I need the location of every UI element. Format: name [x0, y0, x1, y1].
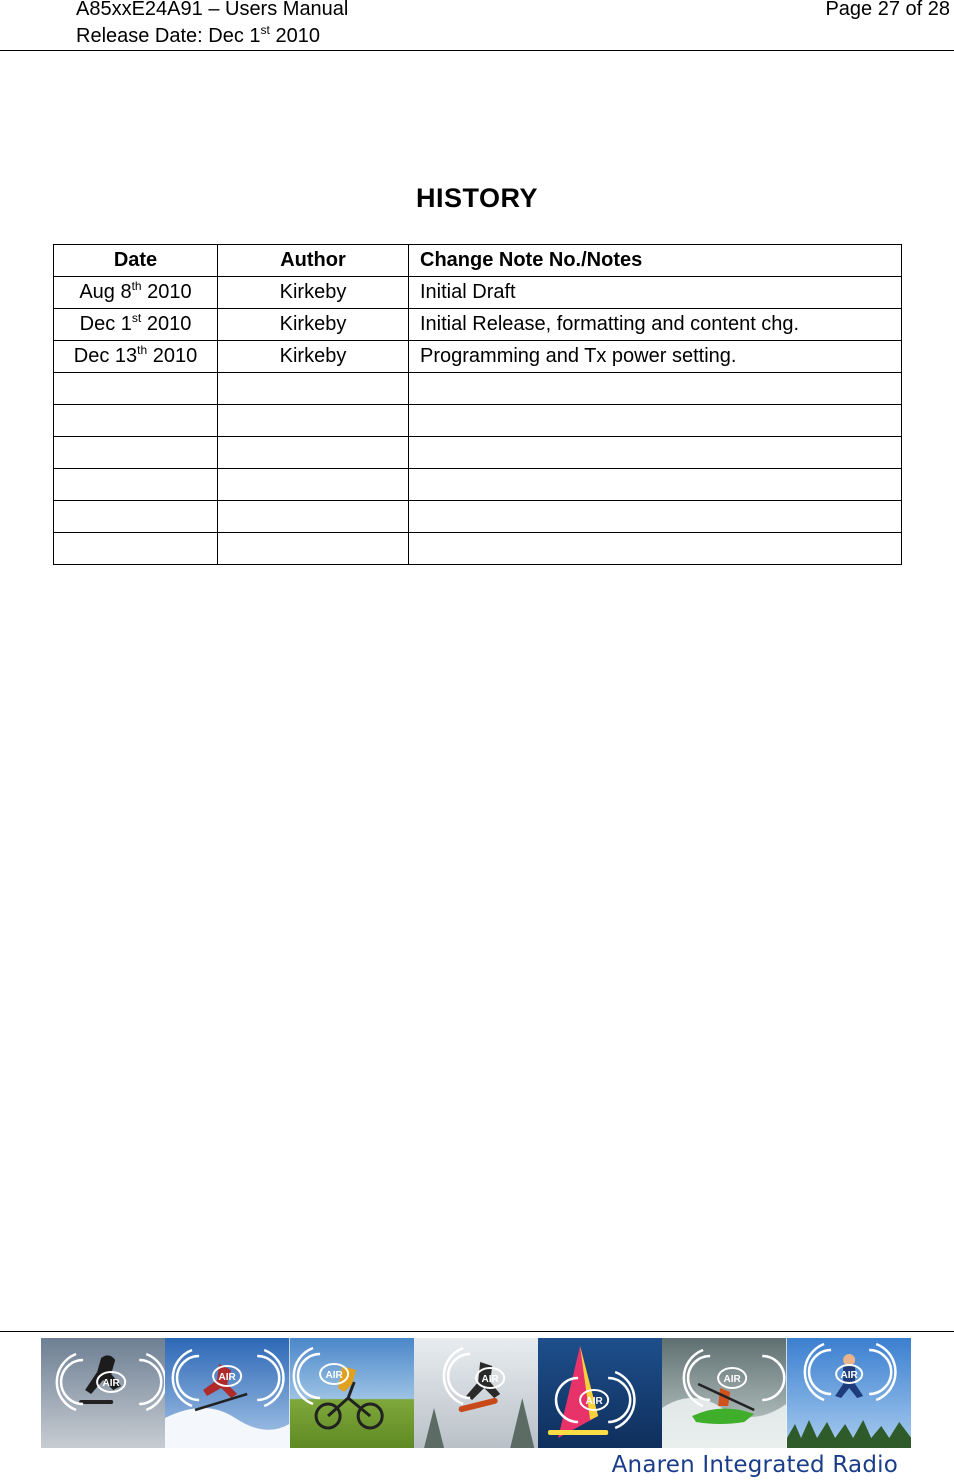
- table-header-row: [54, 245, 902, 277]
- cell-notes: Programming and Tx power setting.: [409, 341, 902, 373]
- cyclist-image: [290, 1338, 414, 1448]
- banner-panel-skier: [165, 1338, 289, 1448]
- release-date-ordinal: st: [260, 23, 270, 37]
- cell-author: Kirkeby: [218, 277, 409, 309]
- table-row: [54, 341, 902, 373]
- air-badge: AIR: [325, 1370, 343, 1381]
- brand-wordmark: Anaren Integrated Radio: [611, 1452, 898, 1478]
- table-row: [54, 277, 902, 309]
- header-divider: [0, 50, 954, 51]
- banner-panel-snowboarder: [414, 1338, 538, 1448]
- air-badge: AIR: [723, 1374, 742, 1385]
- header-date: Date: [54, 245, 218, 277]
- air-badge: AIR: [585, 1396, 603, 1407]
- history-table: [53, 244, 902, 565]
- cell-date: Dec 13th 2010: [54, 341, 218, 373]
- release-date: [76, 23, 348, 50]
- table-row-empty: [54, 469, 902, 501]
- banner-panel-cyclist: [290, 1338, 414, 1448]
- header-notes: Change Note No./Notes: [409, 245, 902, 277]
- banner-panel-kayaker: [662, 1338, 786, 1448]
- cell-author: Kirkeby: [218, 341, 409, 373]
- jumper-image: [787, 1338, 911, 1448]
- table-row-empty: [54, 437, 902, 469]
- cell-date: Aug 8th 2010: [54, 277, 218, 309]
- banner-panel-windsurfer: [538, 1338, 662, 1448]
- table-row-empty: [54, 373, 902, 405]
- kayaker-image: [662, 1338, 786, 1448]
- snowboarder-image: [414, 1338, 538, 1448]
- footer-divider: [0, 1331, 954, 1332]
- air-badge: AIR: [481, 1374, 499, 1385]
- header-author: Author: [218, 245, 409, 277]
- table-row: [54, 309, 902, 341]
- air-badge: AIR: [102, 1378, 120, 1389]
- page-number: Page 27 of 28: [825, 0, 950, 20]
- banner-panel-skateboarder: [41, 1338, 165, 1448]
- banner-panel-jumper: [787, 1338, 911, 1448]
- cell-author: Kirkeby: [218, 309, 409, 341]
- cell-notes: Initial Release, formatting and content chg.: [409, 309, 902, 341]
- document-title: A85xxE24A91 – Users Manual: [76, 0, 349, 20]
- windsurfer-image: [538, 1338, 662, 1448]
- cell-notes: Initial Draft: [409, 277, 902, 309]
- air-badge: AIR: [840, 1370, 858, 1381]
- skateboarder-image: [41, 1338, 165, 1448]
- cell-date: Dec 1st 2010: [54, 309, 218, 341]
- table-row-empty: [54, 533, 902, 565]
- release-date-text: Release Date: Dec 1: [76, 25, 261, 47]
- release-date-year: 2010: [269, 25, 320, 47]
- table-row-empty: [54, 501, 902, 533]
- section-title: HISTORY: [415, 183, 539, 213]
- table-row-empty: [54, 405, 902, 437]
- header-left: [76, 0, 348, 50]
- air-badge: AIR: [218, 1372, 237, 1383]
- footer-banner: [41, 1338, 911, 1448]
- skier-image: [165, 1338, 289, 1448]
